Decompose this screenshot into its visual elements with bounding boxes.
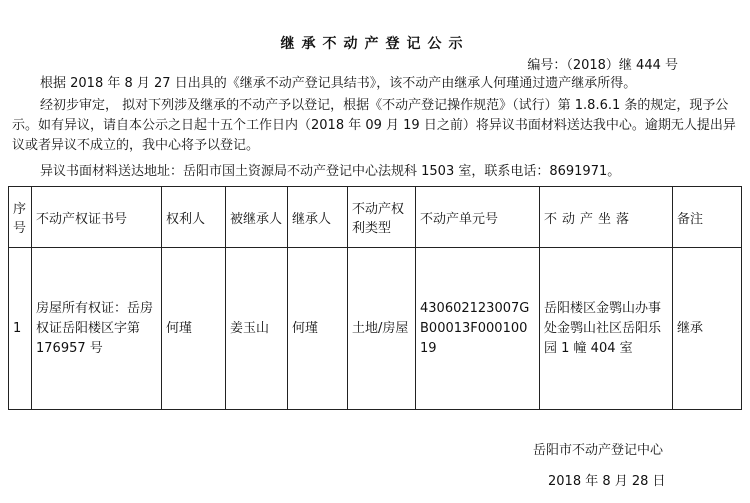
header-right-type: 不动产权利类型	[348, 187, 416, 248]
cell-right-type: 土地/房屋	[348, 248, 416, 410]
paragraph-review: 经初步审定， 拟对下列涉及继承的不动产予以登记，根据《不动产登记操作规范》（试行）第 1.8.6.1 条的规定，现予公示。如有异议，请自本公示之日起十五个工作日内（2018 年 09 月 19 日之前）将异议书面材料送达我中心。逾期无人提出异议或者异议不成立的，我中心将予以登记。	[12, 98, 736, 153]
header-holder: 权利人	[162, 187, 226, 248]
cell-unit-no: 430602123007GB00013F00010019	[416, 248, 540, 410]
header-decedent: 被继承人	[226, 187, 288, 248]
header-heir: 继承人	[288, 187, 348, 248]
issue-date: 2018 年 8 月 28 日	[548, 474, 666, 489]
issuer-name: 岳阳市不动产登记中心	[533, 443, 664, 458]
cell-location: 岳阳楼区金鹗山办事处金鹗山社区岳阳乐园 1 幢 404 室	[540, 248, 673, 410]
registration-table	[8, 186, 742, 410]
table-row	[9, 248, 742, 410]
cell-note: 继承	[673, 248, 742, 410]
paragraph-address: 异议书面材料送达地址：岳阳市国土资源局不动产登记中心法规科 1503 室，联系电话：8691971。	[40, 164, 621, 179]
header-seq: 序号	[9, 187, 32, 248]
header-note: 备注	[673, 187, 742, 248]
header-unit-no: 不动产单元号	[416, 187, 540, 248]
table-header-row	[9, 187, 742, 248]
paragraph-basis: 根据 2018 年 8 月 27 日出具的《继承不动产登记具结书》，该不动产由继承人何瑾通过遗产继承所得。	[40, 76, 637, 91]
page-title: 继承不动产登记公示	[280, 36, 470, 52]
cell-holder: 何瑾	[162, 248, 226, 410]
cell-decedent: 姜玉山	[226, 248, 288, 410]
cell-heir: 何瑾	[288, 248, 348, 410]
header-location: 不动产坐落	[540, 187, 673, 248]
document-number: 编号：（2018）继 444 号	[527, 58, 678, 73]
cell-seq: 1	[9, 248, 32, 410]
cell-cert: 房屋所有权证：岳房权证岳阳楼区字第 176957 号	[32, 248, 162, 410]
header-cert: 不动产权证书号	[32, 187, 162, 248]
